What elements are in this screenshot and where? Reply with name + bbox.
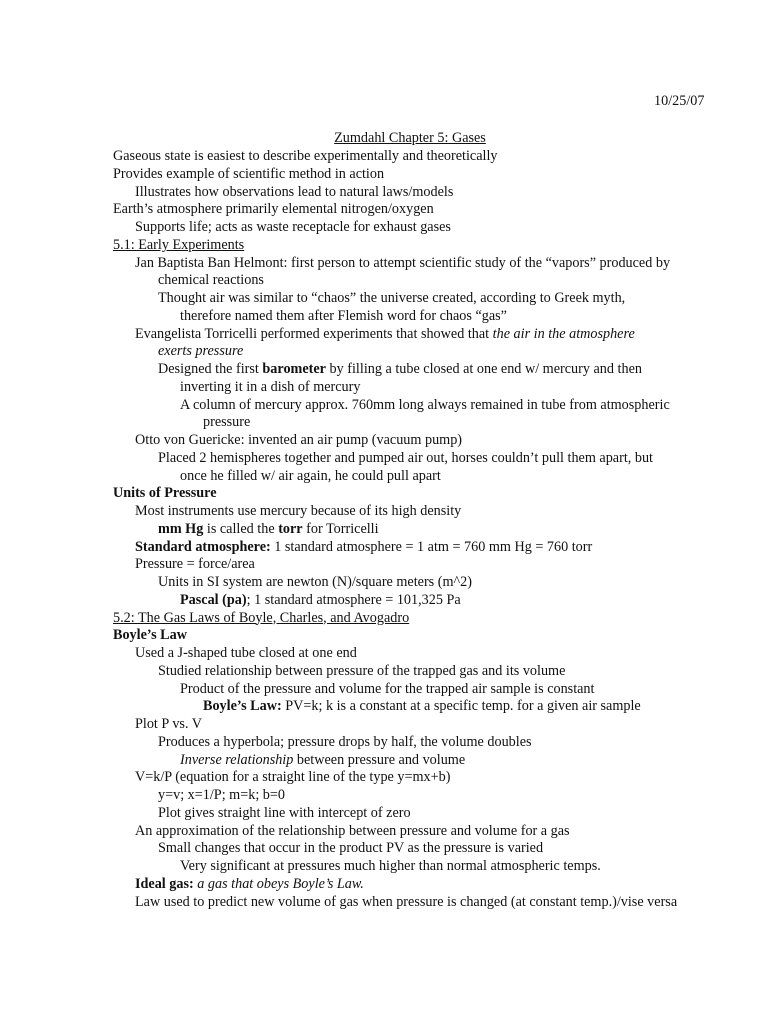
note-text: Units in SI system are newton (N)/square meters (m^2) [158, 574, 472, 590]
note-text: chemical reactions [158, 272, 264, 289]
note-text: Boyle’s Law [113, 627, 187, 644]
notes-body [0, 148, 768, 911]
note-line [0, 450, 768, 468]
note-line [0, 308, 768, 326]
document-date: 10/25/07 [654, 93, 705, 109]
note-text: mm Hg [158, 520, 204, 537]
note-text: Illustrates how observations lead to natural laws/models [135, 183, 454, 200]
note-line [0, 840, 768, 858]
note-line [0, 343, 768, 361]
note-text: Gaseous state is easiest to describe experimentally and theoretically [113, 148, 498, 164]
note-text: Pascal (pa) [180, 591, 247, 608]
note-line [0, 876, 768, 894]
note-text: Placed 2 hemispheres together and pumped air out, horses couldn’t pull them apart, but [158, 449, 653, 466]
note-line [0, 681, 768, 699]
note-line [0, 769, 768, 787]
note-text: Ideal gas: [135, 875, 194, 892]
note-line [0, 397, 768, 415]
note-line [0, 148, 768, 166]
section-heading-text: 5.1: Early Experiments [113, 236, 245, 253]
note-text: 1 standard atmosphere = 1 atm = 760 mm Hg = 760 torr [270, 538, 593, 555]
note-line [0, 610, 768, 628]
note-line [0, 752, 768, 770]
note-line [0, 379, 768, 397]
note-text: An approximation of the relationship between pressure and volume for a gas [135, 822, 570, 839]
note-line [0, 361, 768, 379]
note-text: PV=k; k is a constant at a specific temp. for a given air sample [281, 698, 641, 715]
note-line [0, 556, 768, 574]
note-line [0, 663, 768, 681]
note-text: Thought air was similar to “chaos” the universe created, according to Greek myth, [158, 290, 626, 306]
note-text: Product of the pressure and volume for the trapped air sample is constant [180, 680, 595, 697]
note-text: Standard atmosphere: [135, 538, 271, 555]
note-text: Earth’s atmosphere primarily elemental nitrogen/oxygen [113, 201, 434, 218]
note-line [0, 787, 768, 805]
note-line [0, 290, 768, 308]
note-text: Pressure = force/area [135, 556, 255, 573]
note-text: Supports life; acts as waste receptacle for exhaust gases [135, 219, 451, 235]
note-text: Boyle’s Law: [203, 698, 282, 715]
note-line [0, 805, 768, 823]
note-text: Plot gives straight line with intercept of zero [158, 804, 411, 821]
note-text: Small changes that occur in the product PV as the pressure is varied [158, 840, 544, 857]
note-line [0, 627, 768, 645]
note-line [0, 414, 768, 432]
note-line [0, 326, 768, 344]
note-text: ; 1 standard atmosphere = 101,325 Pa [246, 591, 461, 608]
note-line [0, 272, 768, 290]
note-text: Otto von Guericke: invented an air pump (vacuum pump) [135, 432, 463, 448]
note-text: between pressure and volume [293, 751, 466, 768]
section-heading-text: 5.2: The Gas Laws of Boyle, Charles, and Avogadro [113, 609, 410, 626]
note-text: A column of mercury approx. 760mm long always remained in tube from atmospheric [180, 396, 670, 413]
note-text: Designed the first [158, 361, 263, 377]
note-text: Units of Pressure [113, 485, 217, 502]
note-line [0, 219, 768, 237]
note-text: Inverse relationship [180, 751, 294, 768]
note-text: Very significant at pressures much higher than normal atmospheric temps. [180, 858, 601, 874]
note-text: Law used to predict new volume of gas when pressure is changed (at constant temp.)/vise versa [135, 893, 678, 910]
note-text: once he filled w/ air again, he could pull apart [180, 467, 441, 484]
note-text: a gas that obeys Boyle’s Law. [197, 875, 364, 892]
note-line [0, 468, 768, 486]
note-text: therefore named them after Flemish word for chaos “gas” [180, 307, 507, 324]
note-text: by filling a tube closed at one end w/ mercury and then [325, 361, 642, 377]
note-text: the air in the atmosphere [492, 325, 635, 342]
note-text: Studied relationship between pressure of the trapped gas and its volume [158, 662, 566, 679]
note-line [0, 432, 768, 450]
note-line [0, 716, 768, 734]
note-line [0, 645, 768, 663]
note-line [0, 237, 768, 255]
note-line [0, 574, 768, 592]
note-line [0, 734, 768, 752]
note-text: for Torricelli [302, 520, 379, 537]
note-line [0, 503, 768, 521]
note-line [0, 201, 768, 219]
note-text: inverting it in a dish of mercury [180, 378, 361, 395]
note-line [0, 255, 768, 273]
note-text: Provides example of scientific method in action [113, 165, 385, 182]
note-text: exerts pressure [158, 343, 244, 360]
document-title: Zumdahl Chapter 5: Gases [334, 130, 486, 146]
note-text: Jan Baptista Ban Helmont: first person to attempt scientific study of the “vapors” produced by [135, 254, 671, 271]
note-text: Used a J-shaped tube closed at one end [135, 645, 357, 661]
note-line [0, 521, 768, 539]
note-line [0, 858, 768, 876]
note-line [0, 592, 768, 610]
note-text: pressure [203, 414, 251, 431]
note-text: Evangelista Torricelli performed experiments that showed that [135, 325, 493, 342]
note-line [0, 823, 768, 841]
note-line [0, 166, 768, 184]
note-line [0, 698, 768, 716]
note-text: is called the [203, 520, 279, 537]
note-line [0, 894, 768, 912]
note-text: barometer [262, 361, 326, 377]
note-text: V=k/P (equation for a straight line of the type y=mx+b) [135, 769, 451, 786]
note-line [0, 485, 768, 503]
note-text: torr [278, 520, 303, 537]
note-text: Most instruments use mercury because of its high density [135, 503, 462, 519]
note-line [0, 184, 768, 202]
note-text: Plot P vs. V [135, 716, 203, 732]
note-line [0, 539, 768, 557]
note-text: Produces a hyperbola; pressure drops by half, the volume doubles [158, 733, 532, 750]
note-text: y=v; x=1/P; m=k; b=0 [158, 787, 285, 803]
